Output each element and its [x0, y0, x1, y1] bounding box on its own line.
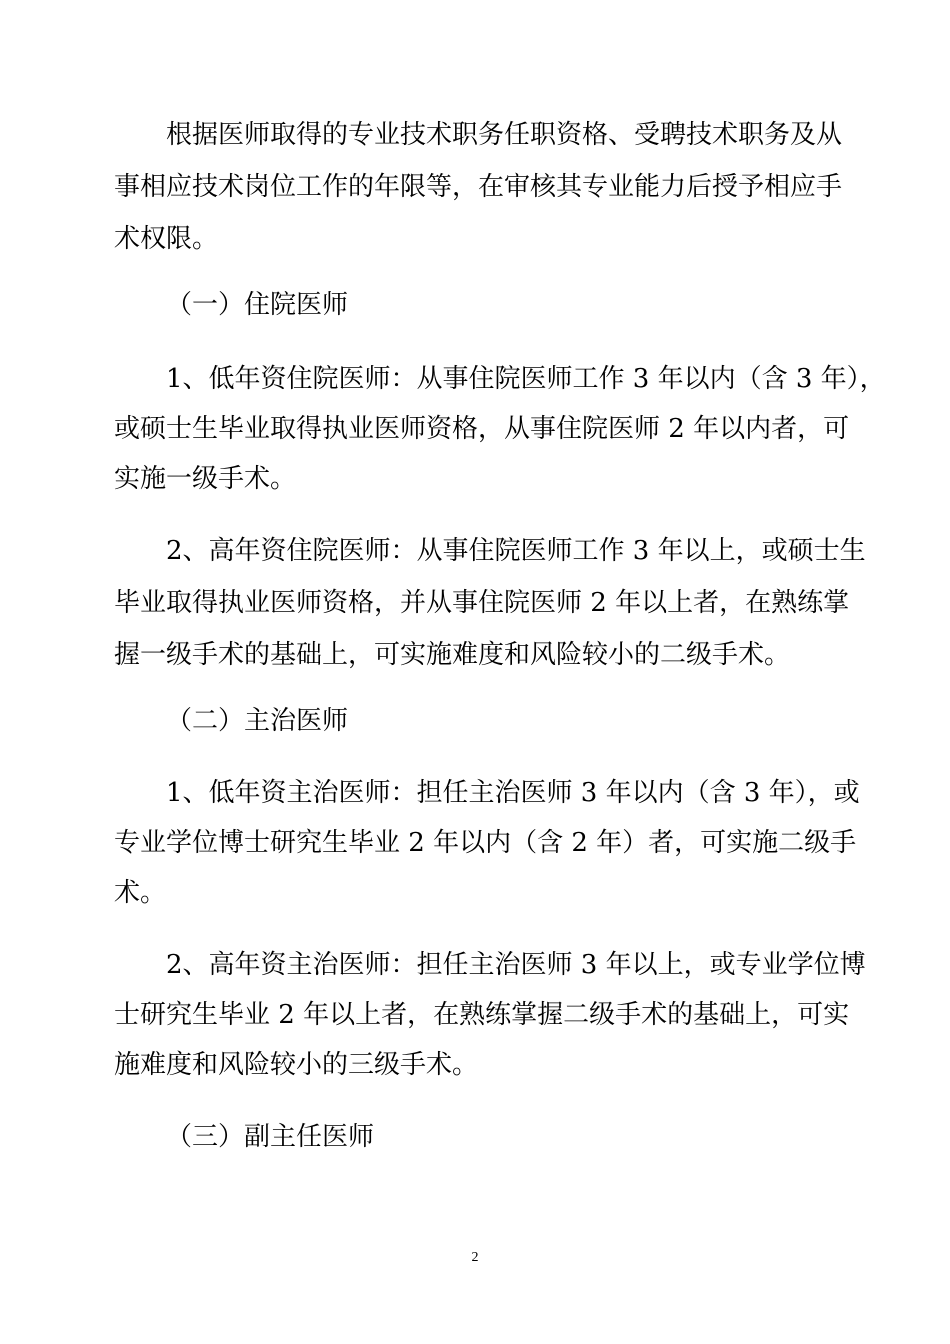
body-text-line: 握一级手术的基础上，可实施难度和风险较小的二级手术。	[114, 640, 791, 670]
body-text-line: 毕业取得执业医师资格，并从事住院医师 2 年以上者，在熟练掌	[114, 588, 850, 618]
body-text-line: 实施一级手术。	[114, 464, 297, 494]
body-text-line: 或硕士生毕业取得执业医师资格，从事住院医师 2 年以内者，可	[114, 414, 850, 444]
body-text-line: 术。	[114, 878, 167, 908]
body-text-line: 专业学位博士研究生毕业 2 年以内（含 2 年）者，可实施二级手	[114, 828, 857, 858]
section-heading: （一）住院医师	[166, 290, 349, 320]
section-heading: （二）主治医师	[166, 706, 349, 736]
body-text-line: 1、低年资主治医师：担任主治医师 3 年以内（含 3 年），或	[166, 778, 860, 808]
body-text-line: 施难度和风险较小的三级手术。	[114, 1050, 479, 1080]
section-heading: （三）副主任医师	[166, 1122, 375, 1152]
body-text-line: 2、高年资住院医师：从事住院医师工作 3 年以上，或硕士生	[166, 536, 866, 566]
body-text-line: 士研究生毕业 2 年以上者，在熟练掌握二级手术的基础上，可实	[114, 1000, 850, 1030]
body-text-line: 2、高年资主治医师：担任主治医师 3 年以上，或专业学位博	[166, 950, 866, 980]
body-text-line: 术权限。	[114, 224, 219, 254]
body-text-line: 1、低年资住院医师：从事住院医师工作 3 年以内（含 3 年），	[166, 364, 886, 394]
page-number: 2	[471, 1250, 479, 1265]
body-text-line: 根据医师取得的专业技术职务任职资格、受聘技术职务及从	[166, 120, 843, 150]
body-text-line: 事相应技术岗位工作的年限等，在审核其专业能力后授予相应手	[114, 172, 843, 202]
